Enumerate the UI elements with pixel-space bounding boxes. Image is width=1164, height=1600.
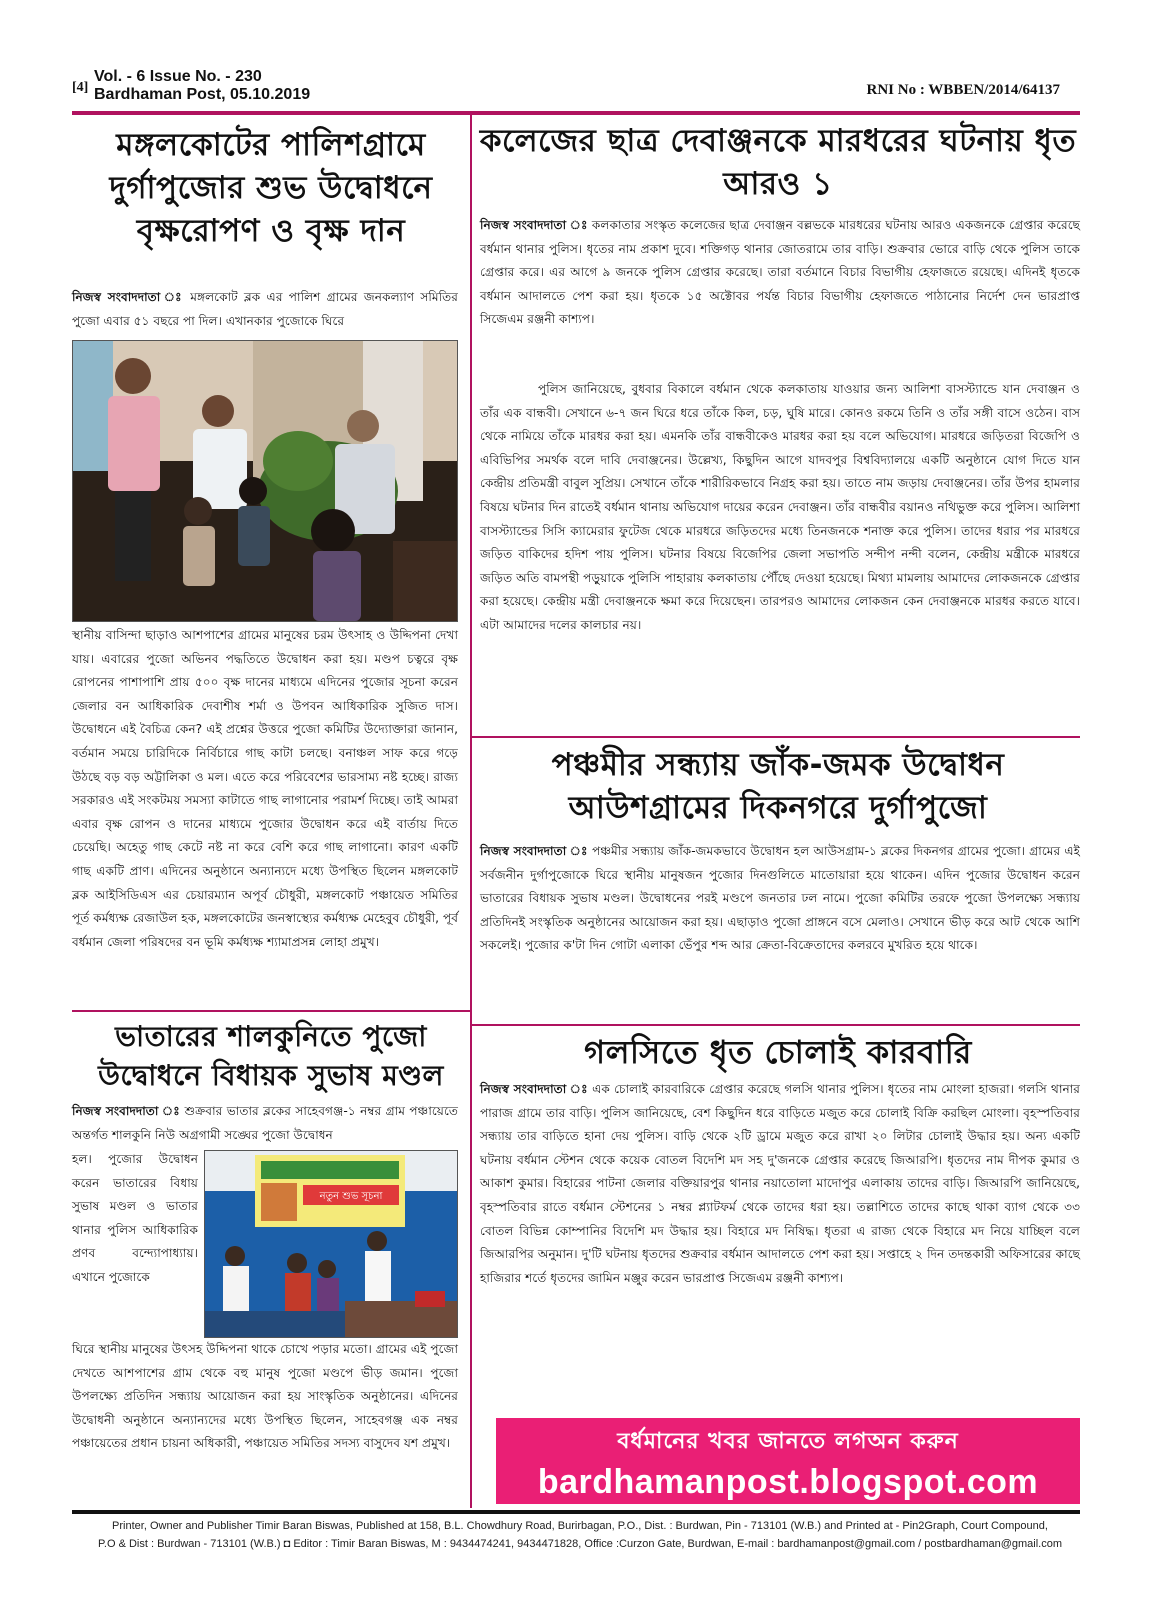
article2-headline: কলেজের ছাত্র দেবাঞ্জনকে মারধরের ঘটনায় ধৃত আরও ১ xyxy=(479,123,1077,202)
article5-headline: গলসিতে ধৃত চোলাই কারবারি xyxy=(584,1033,972,1071)
left-divider xyxy=(72,1010,470,1012)
article4-byline: নিজস্ব সংবাদদাতা ঃ xyxy=(72,1104,181,1118)
article3-body-wrap xyxy=(480,840,1080,958)
rni-number: RNI No : WBBEN/2014/64137 xyxy=(866,82,1060,98)
article1-intro-text: মঙ্গলকোট ব্লক এর পালিশ গ্রামের জনকল্যাণ সমিতির পুজো এবার ৫১ বছরে পা দিল। এখানকার পুজোকে ঘিরে xyxy=(72,290,458,328)
vol-issue: Vol. - 6 Issue No. - 230 xyxy=(94,68,262,85)
photo-banner-text: নতুন শুভ সূচনা xyxy=(319,1191,383,1202)
blog-banner[interactable] xyxy=(496,1418,1080,1504)
article4-intro-text: শুক্রবার ভাতার ব্লকের সাহেবগঞ্জ-১ নম্বর গ্রাম পঞ্চায়েতে অন্তর্গত শালকুনি নিউ অগ্রগামী সঙ্ঘের পুজো উদ্বোধন xyxy=(72,1104,458,1142)
article1-headline: মঙ্গলকোটের পালিশগ্রামে দুর্গাপুজোর শুভ উদ্বোধনে বৃক্ষরোপণ ও বৃক্ষ দান xyxy=(109,127,433,249)
article3-headline: পঞ্চমীর সন্ধ্যায় জাঁক-জমক উদ্বোধন আউশগ্রামের দিকনগরে দুর্গাপুজো xyxy=(551,747,1005,826)
inauguration-photo xyxy=(205,1151,457,1337)
article1-photo xyxy=(72,340,458,622)
article3-body: পঞ্চমীর সন্ধ্যায় জাঁক-জমকভাবে উদ্বোধন হল আউসগ্রাম-১ ব্লকের দিকনগর গ্রামের পুজো। গ্রামের এই সর্বজনীন দুর্গাপুজোকে ঘিরে স্থানীয় মানুষজন পুজোর দিনগুলিতে মাতোয়ারা হয়ে থাকেন। এদিন পুজোর উদ্বোধন করেন ভাতারের বিধায়ক সুভাষ মণ্ডল। উদ্বোধনের পরই মণ্ডপে জনতার ঢল নামে। পুজো কমিটির তরফে পুজো উপলক্ষ্যে সন্ধ্যায় প্রতিদিনই সংস্কৃতিক অনুষ্ঠানের আয়োজন করা হয়। এছাড়াও পুজো প্রাঙ্গনে বসে মেলাও। সেখানে ভীড় করে আট থেকে আশি সকলেই। পুজোর ক'টা দিন গোটা এলাকা ভেঁপুর শব্দ আর ক্রেতা-বিক্রেতাদের কলরবে মুখরিত হয়ে থাকে। xyxy=(480,844,1081,953)
column-divider xyxy=(470,115,472,1508)
footer-line1: Printer, Owner and Publisher Timir Baran Biswas, Published at 158, B.L. Chowdhury Road, Burirbagan, P.O., Dist. : Burdwan, Pin - 713101 (W.B.) and Printed at - Pin2Graph, Court Compound, xyxy=(112,1520,1048,1532)
tree-planting-photo xyxy=(73,341,457,621)
article2-para1-text: কলকাতার সংস্কৃত কলেজের ছাত্র দেবাঞ্জন বল্লভকে মারধরের ঘটনায় আরও একজনকে গ্রেপ্তার করেছে বর্ধমান থানার পুলিস। ধৃতের নাম প্রকাশ দুবে। শক্তিগড় থানার জোতরামে তার বাড়ি। শুক্রবার ভোরে বাড়ি থেকে পুলিস তাকে গ্রেপ্তার করে। এর আগে ৯ জনকে পুলিস গ্রেপ্তার করেছে। তারা বর্তমানে বিচার বিভাগীয় হেফাজতে রয়েছে। এদিনই ধৃতকে বর্ধমান আদালতে পেশ করা হয়। ধৃতকে ১৫ অক্টোবর পর্যন্ত বিচার বিভাগীয় হেফাজতে পাঠানোর নির্দেশ দেন ভারপ্রাপ্ত সিজেএম রঞ্জনী কাশ্যপ। xyxy=(480,218,1081,327)
article5-byline: নিজস্ব সংবাদদাতা ঃ xyxy=(480,1082,588,1096)
article1-body: স্থানীয় বাসিন্দা ছাড়াও আশপাশের গ্রামের মানুষের চরম উৎসাহ ও উদ্দিপনা দেখা যায়। এবারের পুজো অভিনব পদ্ধতিতে উদ্বোধন করা হয়। মণ্ডপ চত্বরে বৃক্ষ রোপনের পাশাপাশি প্রায় ৫০০ বৃক্ষ দানের মাধ্যমে এদিনের পুজোর সূচনা করেন জেলার বন আধিকারিক দেবাশীষ শর্মা ও উপবন আধিকারিক সুজিত দাস। উদ্বোধনে এই বৈচিত্র কেন? এই প্রশ্নের উত্তরে পুজো কমিটির উদ্যোক্তারা জানান, বর্তমান সময়ে চারিদিকে নির্বিচারে গাছ কাটা চলছে। বনাঞ্চল সাফ করে গড়ে উঠছে বড় বড় অট্টালিকা ও মল। এতে করে পরিবেশের ভারসাম্য নষ্ট হচ্ছে। রাজ্য সরকারও এই সংকটময় সমস্যা কাটাতে গাছ লাগানোর পরামর্শ দিচ্ছে। তাই আমরা এবার বৃক্ষ রোপন ও দানের মাধ্যমে পুজোর উদ্বোধন করে এই বার্তায় দিতে চেয়েছি। অহেতু গাছ কেটে নষ্ট না করে বেশি করে গাছ লাগানো। কারণ একটি গাছ একটি প্রাণ। এদিনের অনুষ্ঠানে অন্যান্যদে মধ্যে উপস্থিত ছিলেন মঙ্গলকোট ব্লক আইসিডিএস এর চেয়ারম্যান অপূর্ব চৌধুরী, মঙ্গলকোট পঞ্চায়েত সমিতির পূর্ত কর্মধ্যক্ষ রেজাউল হক, মঙ্গলকোটের জনস্বাস্থ্যের কর্মধ্যক্ষ মেহেবুব চৌধুরী, পূর্ব বর্ধমান জেলা পরিষদের বন ভূমি কর্মধ্যক্ষ শ্যামাপ্রসন্ন লোহা প্রমুখ। xyxy=(72,628,458,949)
right-divider-2 xyxy=(472,1024,1080,1026)
article1-intro xyxy=(72,286,458,333)
footer-rule xyxy=(72,1510,1080,1514)
article4-photo xyxy=(204,1150,458,1338)
banner-tagline: বর্ধমানের খবর জানতে লগঅন করুন xyxy=(617,1429,959,1454)
masthead-info xyxy=(94,68,310,104)
article3-byline: নিজস্ব সংবাদদাতা ঃ xyxy=(480,844,588,858)
article4-intro xyxy=(72,1100,458,1147)
article2-para2: পুলিস জানিয়েছে, বুধবার বিকালে বর্ধমান থেকে কলকাতায় যাওয়ার জন্য আলিশা বাসস্ট্যান্ডে যান দেবাঞ্জন ও তাঁর এক বান্ধবী। সেখানে ৬-৭ জন ঘিরে ধরে তাঁকে কিল, চড়, ঘুষি মারে। কোনও রকমে তিনি ও তাঁর সঙ্গী বাসে ওঠেন। বাস থেকে নামিয়ে তাঁকে মারধর করা হয়। এমনকি তাঁর বান্ধবীকেও মারধর করা হয় বলে অভিযোগ। মারধরে জড়িতরা বিজেপি ও এবিভিপির সমর্থক বলে দাবি দেবাঞ্জনের। উল্লেখ্য, কিছুদিন আগে যাদবপুর বিশ্ববিদ্যালয়ে একটি অনুষ্ঠানে যোগ দিতে যান কেন্দ্রীয় প্রতিমন্ত্রী বাবুল সুপ্রিয়। সেখানে তাঁকে শারীরিকভাবে নিগ্রহ করা হয়। তাতে নাম জড়ায় দেবাঞ্জনের। তাঁর উপর হামলার বিষয়ে ঘটনার দিন রাতেই বর্ধমান থানায় অভিযোগ দায়ের করেন দেবাঞ্জন। তাঁর বান্ধবীর বয়ানও নথিভুক্ত করে পুলিস। আলিশা বাসস্ট্যান্ডের সিসি ক্যামেরার ফুটেজ থেকে মারধরে জড়িতদের মধ্যে তিনজনকে শনাক্ত করে পুলিস। তাদের ধরার পর মারধরে জড়িত বাকিদের হদিশ পায় পুলিস। ঘটনার বিষয়ে বিজেপির জেলা সভাপতি সন্দীপ নন্দী বলেন, কেন্দ্রীয় মন্ত্রীকে মারধরে জড়িত অতি বামপন্থী পড়ুয়াকে পুলিসি পাহারায় কলকাতায় পৌঁছে দেওয়া হয়েছে। মিথ্যা মামলায় আমাদের লোকজনকে গ্রেপ্তার করা হয়েছে। কেন্দ্রীয় মন্ত্রী দেবাঞ্জনকে ক্ষমা করে দিয়েছেন। তারপরও আমাদের লোকজন কেন দেবাঞ্জনকে মারধর করতে যাবে। এটা আমাদের দলের কালচার নয়। xyxy=(480,382,1080,632)
article2-byline: নিজস্ব সংবাদদাতা ঃ xyxy=(480,218,588,232)
article1-byline: নিজস্ব সংবাদদাতা ঃ xyxy=(72,290,184,304)
footer-line2: P.O & Dist : Burdwan - 713101 (W.B.) ◘ Editor : Timir Baran Biswas, M : 9434474241, 9434471828, Office :Curzon Gate, Burdwan, E-mail : bardhamanpost@gmail.com / postbardhaman@gmail.com xyxy=(97,1538,1063,1550)
article4-side-text: হল। পুজোর উদ্বোধন করেন ভাতারের বিধায় সুভাষ মণ্ডল ও ভাতার থানার পুলিস আধিকারিক প্রণব বন্দ্যোপাধ্যায়। এখানে পুজোকে xyxy=(72,1152,198,1284)
article4-body: ঘিরে স্থানীয় মানুষের উৎসহ উদ্দিপনা থাকে চোখে পড়ার মতো। গ্রামের এই পুজো দেখতে আশপাশের গ্রাম থেকে বহু মানুষ পুজো মণ্ডপে ভীড় জমান। পুজো উপলক্ষ্যে প্রতিদিন সন্ধ্যায় আয়োজন করা হয় সাংস্কৃতিক অনুষ্ঠানের। এদিনের উদ্বোধনী অনুষ্ঠানে অন্যান্যদের মধ্যে উপস্থিত ছিলেন, সাহেবগঞ্জ এক নম্বর পঞ্চায়েতের প্রধান চায়না অধিকারী, পঞ্চায়েত সমিতির সদস্য বাসুদেব যশ প্রমুখ। xyxy=(72,1342,458,1451)
banner-url[interactable]: bardhamanpost.blogspot.com xyxy=(537,1463,1039,1501)
article4-headline: ভাতারের শালকুনিতে পুজো উদ্বোধনে বিধায়ক সুভাষ মণ্ডল xyxy=(98,1020,444,1092)
paper-date: Bardhaman Post, 05.10.2019 xyxy=(94,86,311,103)
right-divider-1 xyxy=(472,736,1080,738)
page-number: [4] xyxy=(72,80,89,95)
header-rule xyxy=(72,111,1080,115)
article5-body-wrap xyxy=(480,1078,1080,1290)
article2-para1 xyxy=(480,214,1080,332)
article5-body: এক চোলাই কারবারিকে গ্রেপ্তার করেছে গলসি থানার পুলিস। ধৃতের নাম মোংলা হাজরা। গলসি থানার পারাজ গ্রামে তার বাড়ি। পুলিস জানিয়েছে, বেশ কিছুদিন ধরে বাড়িতে মজুত করে চোলাই বিক্রি করছিল মোংলা। বৃহস্পতিবার সন্ধ্যায় তার বাড়িতে হানা দেয় পুলিস। বাড়ি থেকে ২টি ড্রামে মজুত করে রাখা ২০ লিটার চোলাই উদ্ধার হয়। অন্য একটি ঘটনায় বর্ধমান স্টেশন থেকে কয়েক বোতল বিদেশি মদ সহ দু'জনকে গ্রেপ্তার করেছে জিআরপি। ধৃতদের নাম দীপক কুমার ও আকাশ কুমার। বিহারের পাটনা জেলার বক্তিয়ারপুর থানার নয়াতোলা মাদোপুর এলাকায় তাদের বাড়ি। জিআরপি জানিয়েছে, বৃহস্পতিবার রাতে বর্ধমান স্টেশনের ১ নম্বর প্ল্যাটফর্ম থেকে তাদের ধরা হয়। তল্লাশিতে তাদের কাছে থাকা ব্যাগ থেকে ৩৩ বোতল বিভিন্ন কোম্পানির বিদেশি মদ উদ্ধার হয়। বিহারে মদ নিষিদ্ধ। ধৃতরা এ রাজ্য থেকে বিহারে মদ নিয়ে যাচ্ছিল বলে জিআরপির অনুমান। দু'টি ঘটনায় ধৃতদের শুক্রবার বর্ধমান আদালতে পেশ করা হয়। সপ্তাহে ২ দিন তদন্তকারী অফিসারের কাছে হাজিরার শর্তে ধৃতদের জামিন মঞ্জুর করেন ভারপ্রাপ্ত সিজেএম রঞ্জনী কাশ্যপ। xyxy=(480,1082,1080,1285)
